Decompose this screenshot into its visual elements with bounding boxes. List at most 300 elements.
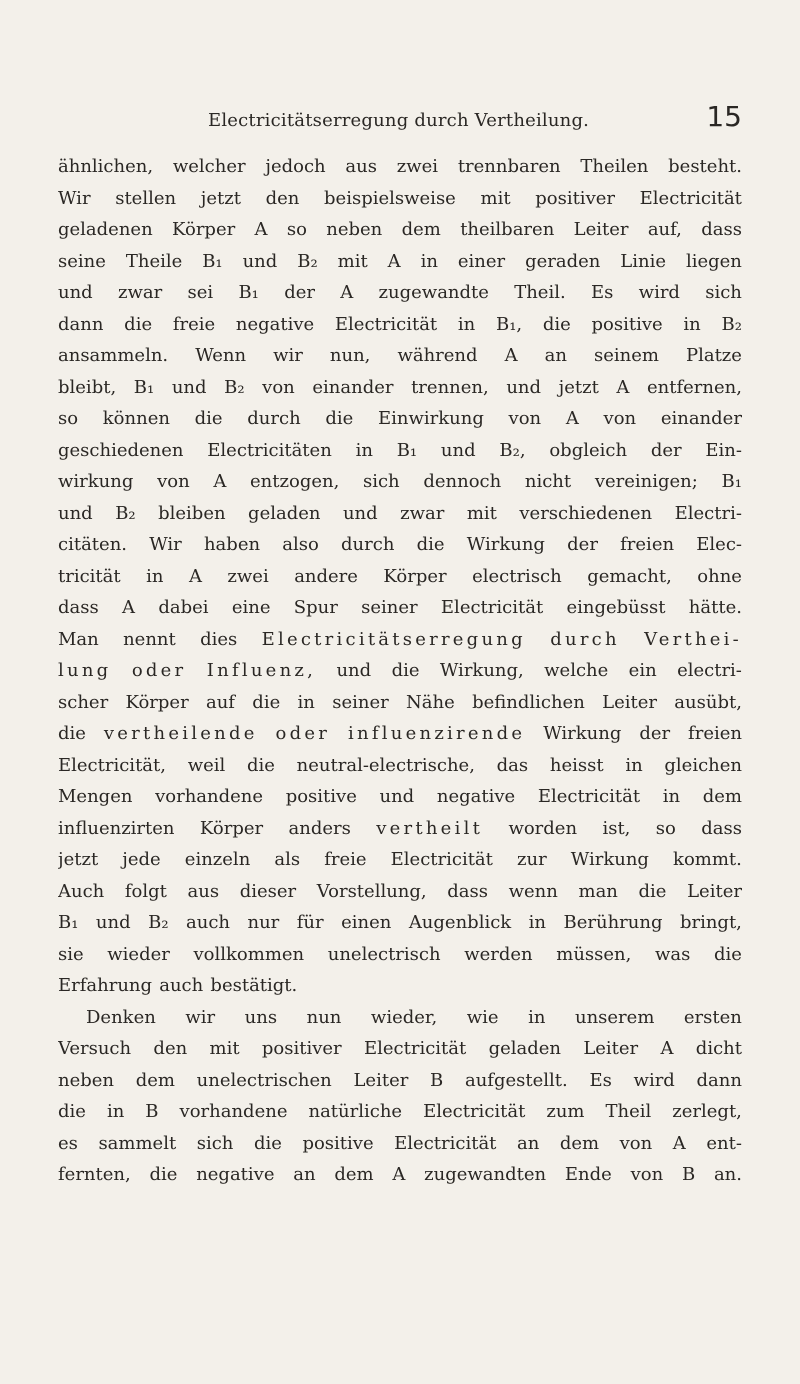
- word: in: [625, 754, 643, 776]
- word: dennoch: [423, 471, 502, 492]
- word: wieder,: [370, 1006, 438, 1028]
- word: verschiedenen: [519, 502, 653, 524]
- word: Electricität: [423, 1101, 526, 1122]
- word: freien: [620, 534, 675, 555]
- word: B₁,: [495, 313, 523, 335]
- word: die: [252, 691, 281, 713]
- word: Verthei-: [644, 628, 742, 650]
- word: liegen: [685, 250, 742, 272]
- word: electri-: [677, 660, 742, 681]
- word: B₁: [58, 912, 79, 933]
- word: dem: [702, 786, 742, 807]
- word: Wirkung,: [439, 660, 524, 681]
- word: positiver: [535, 187, 615, 209]
- word: aus: [345, 156, 377, 177]
- word: negative: [235, 313, 315, 335]
- word: jede: [122, 849, 161, 870]
- word: die: [542, 313, 571, 335]
- text-line: [58, 592, 742, 624]
- word: zugewandten: [424, 1164, 547, 1185]
- word: Erfahrung: [58, 975, 153, 996]
- word: hätte.: [688, 597, 742, 618]
- word: zur: [517, 849, 547, 870]
- word: natürliche: [308, 1101, 403, 1122]
- word: so: [286, 219, 307, 240]
- word: die: [149, 1164, 178, 1185]
- word: Es: [590, 282, 614, 303]
- word: A: [392, 1164, 406, 1185]
- word: positive: [591, 313, 663, 335]
- word: Electricitätserregung: [261, 628, 526, 650]
- word: gemacht,: [587, 565, 672, 587]
- word: Leiter: [687, 880, 742, 902]
- word: befindlichen: [472, 691, 585, 713]
- word: B₂: [721, 313, 742, 335]
- word: Körper: [125, 691, 189, 713]
- word: an: [293, 1164, 316, 1185]
- word: Nähe: [406, 691, 455, 713]
- word: dies: [200, 628, 238, 650]
- word: Electricitäten: [207, 439, 332, 461]
- word: vorhandene: [155, 786, 264, 807]
- word: entfernen,: [647, 376, 742, 398]
- paragraph: [58, 151, 742, 1002]
- word: Influenz,: [206, 660, 317, 681]
- word: an.: [713, 1164, 742, 1185]
- word: an: [516, 1132, 540, 1154]
- word: auch: [186, 912, 231, 933]
- word: nun: [306, 1006, 342, 1028]
- word: für: [296, 912, 324, 933]
- text-line: [58, 939, 742, 971]
- word: in: [683, 313, 701, 335]
- word: zwei: [227, 565, 269, 587]
- word: Vorstellung,: [316, 880, 427, 902]
- word: sie: [58, 943, 84, 965]
- text-line: [58, 1002, 742, 1034]
- word: Electricität: [639, 187, 742, 209]
- word: sammelt: [98, 1132, 177, 1154]
- word: und: [506, 376, 542, 398]
- word: Theil: [605, 1101, 652, 1122]
- word: der: [650, 439, 682, 461]
- word: wieder: [107, 943, 170, 965]
- word: wir: [185, 1006, 216, 1028]
- word: unelectrischen: [196, 1069, 332, 1091]
- word: einander: [312, 376, 394, 398]
- word: positive: [302, 1132, 374, 1154]
- word: nun,: [329, 345, 371, 366]
- word: Wirkung: [570, 849, 649, 870]
- word: tricität: [58, 565, 121, 587]
- word: in: [297, 691, 315, 713]
- word: Electricität: [537, 786, 641, 807]
- word: trennen,: [411, 376, 489, 398]
- word: wird: [638, 282, 680, 303]
- word: und: [242, 250, 278, 272]
- word: Versuch: [58, 1038, 132, 1059]
- word: den: [153, 1038, 188, 1059]
- text-line: [58, 624, 742, 656]
- word: mit: [337, 250, 368, 272]
- word: B₁: [238, 282, 259, 303]
- word: die: [124, 313, 153, 335]
- word: während: [397, 345, 478, 366]
- word: Theilen: [580, 156, 649, 177]
- word: Leiter: [573, 219, 629, 240]
- word: obgleich: [549, 439, 628, 461]
- word: jetzt: [58, 849, 99, 870]
- text-line: [58, 1096, 742, 1128]
- word: müssen,: [556, 943, 632, 965]
- word: besteht.: [668, 156, 742, 177]
- body-text: [58, 151, 742, 1191]
- word: mit: [209, 1038, 240, 1059]
- word: worden: [508, 817, 578, 839]
- word: Körper: [172, 219, 236, 240]
- word: Theil.: [514, 282, 566, 303]
- word: geraden: [525, 250, 601, 272]
- word: die: [638, 880, 667, 902]
- word: influenzirende: [348, 723, 526, 744]
- word: unelectrisch: [327, 943, 441, 965]
- word: den: [265, 187, 300, 209]
- word: der: [567, 534, 598, 555]
- word: neben: [326, 219, 383, 240]
- word: die: [247, 754, 275, 776]
- word: als: [274, 849, 301, 870]
- word: B₂: [224, 376, 245, 398]
- word: oder: [131, 660, 187, 681]
- text-line: [58, 246, 742, 278]
- text-line: [58, 844, 742, 876]
- word: positive: [285, 786, 357, 807]
- word: fernten,: [58, 1164, 131, 1185]
- word: geladen: [248, 502, 321, 524]
- word: B₁: [133, 376, 155, 398]
- word: vertheilt: [376, 817, 484, 839]
- word: dass: [701, 817, 742, 839]
- word: trennbaren: [457, 156, 561, 177]
- word: aufgestellt.: [464, 1069, 568, 1091]
- word: B₂,: [499, 439, 526, 461]
- text-line: [58, 561, 742, 593]
- word: und: [58, 282, 93, 303]
- word: electrisch: [472, 565, 562, 587]
- word: beispielsweise: [324, 187, 456, 209]
- word: also: [282, 534, 319, 555]
- word: welcher: [172, 156, 246, 177]
- word: Einwirkung: [377, 408, 484, 429]
- word: ähnlichen,: [58, 156, 154, 177]
- word: freien: [688, 723, 742, 744]
- word: und: [171, 376, 207, 398]
- word: von: [157, 471, 190, 492]
- word: A: [387, 250, 401, 272]
- word: in: [106, 1101, 125, 1122]
- word: dass: [701, 219, 742, 240]
- word: der: [639, 723, 671, 744]
- word: wirkung: [58, 471, 134, 492]
- word: folgt: [124, 880, 167, 902]
- word: B₁: [396, 439, 418, 461]
- word: die: [391, 660, 420, 681]
- word: dem: [401, 219, 441, 240]
- word: in: [528, 1006, 546, 1028]
- word: B: [430, 1069, 444, 1091]
- text-line: [58, 970, 742, 1002]
- word: A: [188, 565, 202, 587]
- word: dicht: [695, 1038, 742, 1059]
- word: einen: [341, 912, 392, 933]
- word: und: [95, 912, 131, 933]
- word: bleibt,: [58, 376, 117, 398]
- text-line: [58, 1128, 742, 1160]
- word: können: [102, 408, 170, 429]
- word: einzeln: [184, 849, 251, 870]
- word: mit: [480, 187, 511, 209]
- word: Mengen: [58, 786, 133, 807]
- word: wie: [466, 1006, 499, 1028]
- word: dass: [58, 597, 99, 618]
- word: sich: [705, 282, 742, 303]
- word: A: [672, 1132, 686, 1154]
- word: bleiben: [158, 502, 226, 524]
- word: heisst: [549, 754, 604, 776]
- word: dabei: [158, 597, 209, 618]
- word: Electri-: [674, 502, 742, 524]
- running-title: Electricitätserregung durch Vertheilung.: [208, 110, 590, 131]
- word: oder: [275, 723, 331, 744]
- word: in: [355, 439, 373, 461]
- word: mit: [466, 502, 497, 524]
- text-line: [58, 435, 742, 467]
- word: so: [655, 817, 676, 839]
- word: in: [420, 250, 438, 272]
- text-line: [58, 372, 742, 404]
- text-line: [58, 466, 742, 498]
- text-line: [58, 498, 742, 530]
- word: der: [284, 282, 315, 303]
- word: B₂: [297, 250, 318, 272]
- word: positiver: [261, 1038, 342, 1059]
- text-line: [58, 151, 742, 183]
- word: neutral-electrische,: [296, 754, 475, 776]
- word: zwei: [396, 156, 439, 177]
- word: was: [654, 943, 691, 965]
- word: A: [122, 597, 136, 618]
- word: freie: [324, 849, 367, 870]
- word: A: [660, 1038, 674, 1059]
- word: B₁: [721, 471, 742, 492]
- word: auf,: [647, 219, 682, 240]
- word: ohne: [697, 565, 742, 587]
- word: dem: [135, 1069, 175, 1091]
- word: wenn: [508, 880, 558, 902]
- word: und: [58, 502, 93, 524]
- word: entzogen,: [250, 471, 340, 492]
- word: seiner: [332, 691, 389, 713]
- text-line: [58, 813, 742, 845]
- word: Leiter: [602, 691, 657, 713]
- word: ein: [628, 660, 657, 681]
- word: zwar: [400, 502, 445, 524]
- word: durch: [550, 628, 620, 650]
- word: Leiter: [583, 1038, 639, 1059]
- word: A: [254, 219, 268, 240]
- word: Leiter: [353, 1069, 409, 1091]
- word: einer: [457, 250, 506, 272]
- word: durch: [247, 408, 301, 429]
- word: B₂: [148, 912, 169, 933]
- word: ent-: [706, 1132, 742, 1154]
- word: und: [440, 439, 476, 461]
- word: die: [194, 408, 223, 429]
- word: jedoch: [265, 156, 326, 177]
- word: Electricität,: [58, 754, 166, 776]
- word: werden: [464, 943, 533, 965]
- word: nennt: [123, 628, 176, 650]
- word: aus: [187, 880, 220, 902]
- word: A: [504, 345, 518, 366]
- word: dass: [447, 880, 488, 902]
- word: das: [496, 754, 529, 776]
- text-line: [58, 403, 742, 435]
- word: sei: [187, 282, 214, 303]
- word: citäten.: [58, 534, 128, 555]
- word: lung: [58, 660, 112, 681]
- word: sich: [196, 1132, 234, 1154]
- word: scher: [58, 691, 109, 713]
- word: vorhandene: [179, 1101, 288, 1122]
- word: die: [713, 943, 742, 965]
- word: von: [508, 408, 542, 429]
- word: zwar: [118, 282, 163, 303]
- word: die: [416, 534, 445, 555]
- text-line: [58, 1033, 742, 1065]
- word: bringt,: [679, 912, 742, 933]
- word: Auch: [58, 880, 105, 902]
- word: zum: [546, 1101, 585, 1122]
- word: vereinigen;: [594, 471, 698, 492]
- text-line: [58, 1159, 742, 1191]
- word: eine: [231, 597, 271, 618]
- word: A: [213, 471, 227, 492]
- word: von: [630, 1164, 664, 1185]
- word: geladenen: [58, 219, 153, 240]
- word: vertheilende: [103, 723, 258, 744]
- word: kommt.: [673, 849, 742, 870]
- word: Es: [589, 1069, 612, 1091]
- word: wir: [273, 345, 303, 366]
- word: A: [340, 282, 354, 303]
- word: A: [565, 408, 579, 429]
- word: an: [544, 345, 567, 366]
- text-line: [58, 876, 742, 908]
- word: von: [262, 376, 295, 398]
- word: nur: [247, 912, 280, 933]
- word: B: [145, 1101, 159, 1122]
- word: man: [578, 880, 618, 902]
- text-line: [58, 214, 742, 246]
- word: Electricität: [390, 849, 493, 870]
- word: ansammeln.: [58, 345, 169, 366]
- word: negative: [436, 786, 516, 807]
- word: zugewandte: [378, 282, 489, 303]
- word: weil: [187, 754, 226, 776]
- word: sich: [362, 471, 400, 492]
- text-line: [58, 183, 742, 215]
- word: A: [616, 376, 630, 398]
- word: so: [58, 408, 79, 429]
- word: Man: [58, 628, 99, 650]
- word: Electricität: [334, 313, 438, 335]
- word: uns: [244, 1006, 278, 1028]
- text-line: [58, 1065, 742, 1097]
- word: von: [619, 1132, 653, 1154]
- word: negative: [196, 1164, 275, 1185]
- word: influenzirten: [58, 817, 175, 839]
- word: freie: [172, 313, 216, 335]
- word: Wirkung: [466, 534, 545, 555]
- word: und: [379, 786, 415, 807]
- word: dann: [58, 313, 104, 335]
- text-line: [58, 781, 742, 813]
- text-line: [58, 718, 742, 750]
- word: ausübt,: [674, 691, 742, 713]
- text-line: [58, 277, 742, 309]
- word: bestätigt.: [210, 975, 298, 996]
- text-line: [58, 529, 742, 561]
- word: in: [528, 912, 547, 933]
- text-line: [58, 687, 742, 719]
- word: jetzt: [558, 376, 599, 398]
- word: nicht: [524, 471, 572, 492]
- word: dem: [559, 1132, 600, 1154]
- word: Wirkung: [543, 723, 622, 744]
- word: durch: [341, 534, 395, 555]
- word: einander: [660, 408, 742, 429]
- word: gleichen: [664, 754, 742, 776]
- word: Wir: [149, 534, 182, 555]
- word: theilbaren: [460, 219, 555, 240]
- word: die: [58, 723, 86, 744]
- word: und: [342, 502, 378, 524]
- word: Ende: [564, 1164, 612, 1185]
- word: zerlegt,: [672, 1101, 742, 1122]
- word: andere: [294, 565, 358, 587]
- word: Linie: [620, 250, 667, 272]
- word: Berührung: [563, 912, 663, 933]
- word: seinem: [593, 345, 659, 366]
- word: Electricität: [363, 1038, 467, 1059]
- word: geladen: [488, 1038, 561, 1059]
- word: seine: [58, 250, 106, 272]
- word: Elec-: [696, 534, 742, 555]
- running-head: [58, 100, 742, 140]
- text-line: [58, 655, 742, 687]
- word: dann: [696, 1069, 742, 1091]
- word: ist,: [602, 817, 631, 839]
- word: B₁: [202, 250, 223, 272]
- word: haben: [203, 534, 261, 555]
- word: die: [58, 1101, 86, 1122]
- word: Platze: [685, 345, 742, 366]
- word: die: [253, 1132, 282, 1154]
- page-number: 15: [706, 100, 742, 133]
- word: Körper: [199, 817, 264, 839]
- word: Electricität: [394, 1132, 497, 1154]
